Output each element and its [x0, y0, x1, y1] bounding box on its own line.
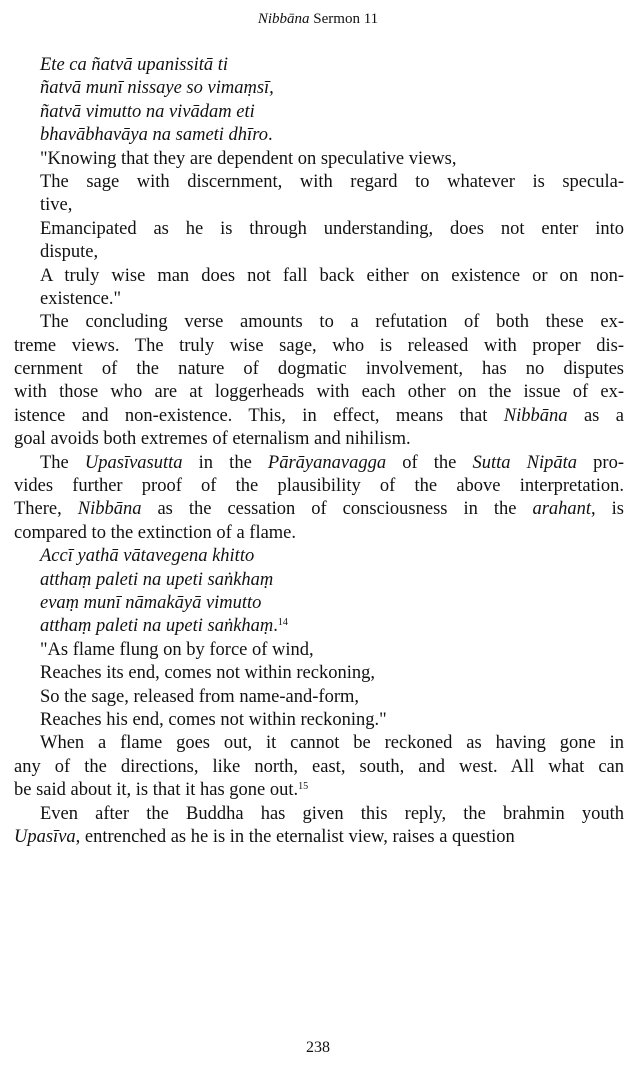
running-header-sermon: Sermon 11: [309, 11, 379, 27]
text-span: existence.": [40, 288, 122, 309]
text-span: cernment of the nature of dogmatic involvement, has no disputes: [14, 359, 624, 380]
italic-text: Pārāyanavagga: [267, 452, 387, 473]
text-line: [14, 615, 624, 638]
text-span: pro-: [577, 452, 624, 473]
italic-text: Nibbāna: [77, 499, 142, 520]
text-span: When a flame goes out, it cannot be reckoned as having gone in: [40, 733, 624, 754]
body-text: [14, 54, 624, 849]
text-span: with those who are at loggerheads with each other on the issue of ex-: [14, 382, 624, 403]
italic-text: atthaṃ paleti na upeti saṅkhaṃ: [40, 616, 274, 637]
text-span: goal avoids both extremes of eternalism and nihilism.: [14, 429, 411, 450]
text-line: [14, 381, 624, 404]
text-span: , is: [591, 499, 625, 520]
text-line: [14, 218, 624, 241]
text-span: The sage with discernment, with regard to whatever is specula-: [40, 171, 624, 192]
text-line: [14, 522, 624, 545]
text-line: [14, 592, 624, 615]
text-line: [14, 194, 624, 217]
text-span: in the: [182, 452, 268, 473]
text-span: , entrenched as he is in the eternalist view, raises a question: [75, 826, 515, 847]
italic-text: Accī yathā vātavegena khitto: [40, 546, 255, 567]
running-header-title: Nibbāna: [257, 11, 310, 27]
text-line: [14, 124, 624, 147]
text-line: [14, 709, 624, 732]
text-line: [14, 779, 624, 802]
text-span: Reaches his end, comes not within reckoning.": [40, 709, 387, 730]
text-line: [14, 452, 624, 475]
italic-text: Upasīvasutta: [84, 452, 183, 473]
text-line: [14, 662, 624, 685]
text-span: There,: [14, 499, 78, 520]
italic-text: evaṃ munī nāmakāyā vimutto: [40, 592, 262, 613]
text-span: Even after the Buddha has given this reply, the brahmin youth: [40, 803, 624, 824]
text-line: [14, 498, 624, 521]
text-span: dispute,: [40, 242, 99, 263]
page-number: 238: [306, 1039, 330, 1056]
text-span: be said about it, is that it has gone out.: [14, 780, 299, 801]
text-line: [14, 101, 624, 124]
text-span: "As flame flung on by force of wind,: [40, 639, 314, 660]
text-span: treme views. The truly wise sage, who is released with proper dis-: [14, 335, 624, 356]
italic-text: bhavābhavāya na sameti dhīro: [40, 125, 268, 146]
text-span: A truly wise man does not fall back either on existence or on non-: [40, 265, 624, 286]
running-header: [0, 10, 636, 28]
text-span: any of the directions, like north, east, south, and west. All what can: [14, 756, 624, 777]
text-span: "Knowing that they are dependent on speculative views,: [40, 148, 457, 169]
text-line: [14, 405, 624, 428]
text-line: [14, 77, 624, 100]
text-line: [14, 475, 624, 498]
text-line: [14, 428, 624, 451]
text-line: [14, 569, 624, 592]
text-line: [14, 335, 624, 358]
text-span: The concluding verse amounts to a refutation of both these ex-: [40, 312, 624, 333]
italic-text: Ete ca ñatvā upanissitā ti: [40, 55, 229, 75]
footnote-marker: 15: [298, 780, 309, 792]
text-line: [14, 686, 624, 709]
text-span: .: [267, 125, 273, 146]
text-line: [14, 639, 624, 662]
text-line: [14, 803, 624, 826]
text-line: [14, 756, 624, 779]
text-line: [14, 54, 624, 77]
italic-text: ñatvā vimutto na vivādam eti: [40, 101, 255, 122]
text-span: The: [40, 452, 85, 473]
text-line: [14, 148, 624, 171]
text-span: Emancipated as he is through understanding, does not enter into: [40, 218, 624, 239]
italic-text: arahant: [532, 499, 592, 520]
italic-text: atthaṃ paleti na upeti saṅkhaṃ: [40, 569, 274, 590]
text-span: as the cessation of consciousness in the: [141, 499, 533, 520]
text-line: [14, 311, 624, 334]
text-span: of the: [386, 452, 473, 473]
text-span: vides further proof of the plausibility of the above interpretation.: [14, 476, 624, 497]
text-span: as a: [567, 405, 624, 426]
text-span: compared to the extinction of a flame.: [14, 522, 297, 543]
text-line: [14, 732, 624, 755]
text-line: [14, 288, 624, 311]
text-span: istence and non-existence. This, in effect, means that: [14, 405, 504, 426]
italic-text: ñatvā munī nissaye so vimaṃsī,: [40, 78, 274, 99]
text-span: tive,: [40, 195, 73, 216]
italic-text: Upasīva: [14, 826, 76, 847]
text-line: [14, 358, 624, 381]
text-span: So the sage, released from name-and-form,: [40, 686, 359, 707]
text-span: Reaches its end, comes not within reckoning,: [40, 663, 375, 684]
text-line: [14, 241, 624, 264]
italic-text: Nibbāna: [503, 405, 568, 426]
text-span: .: [273, 616, 278, 637]
text-line: [14, 171, 624, 194]
italic-text: Sutta Nipāta: [472, 452, 578, 473]
footnote-marker: 14: [277, 617, 288, 629]
text-line: [14, 545, 624, 568]
text-line: [14, 826, 624, 849]
text-line: [14, 265, 624, 288]
